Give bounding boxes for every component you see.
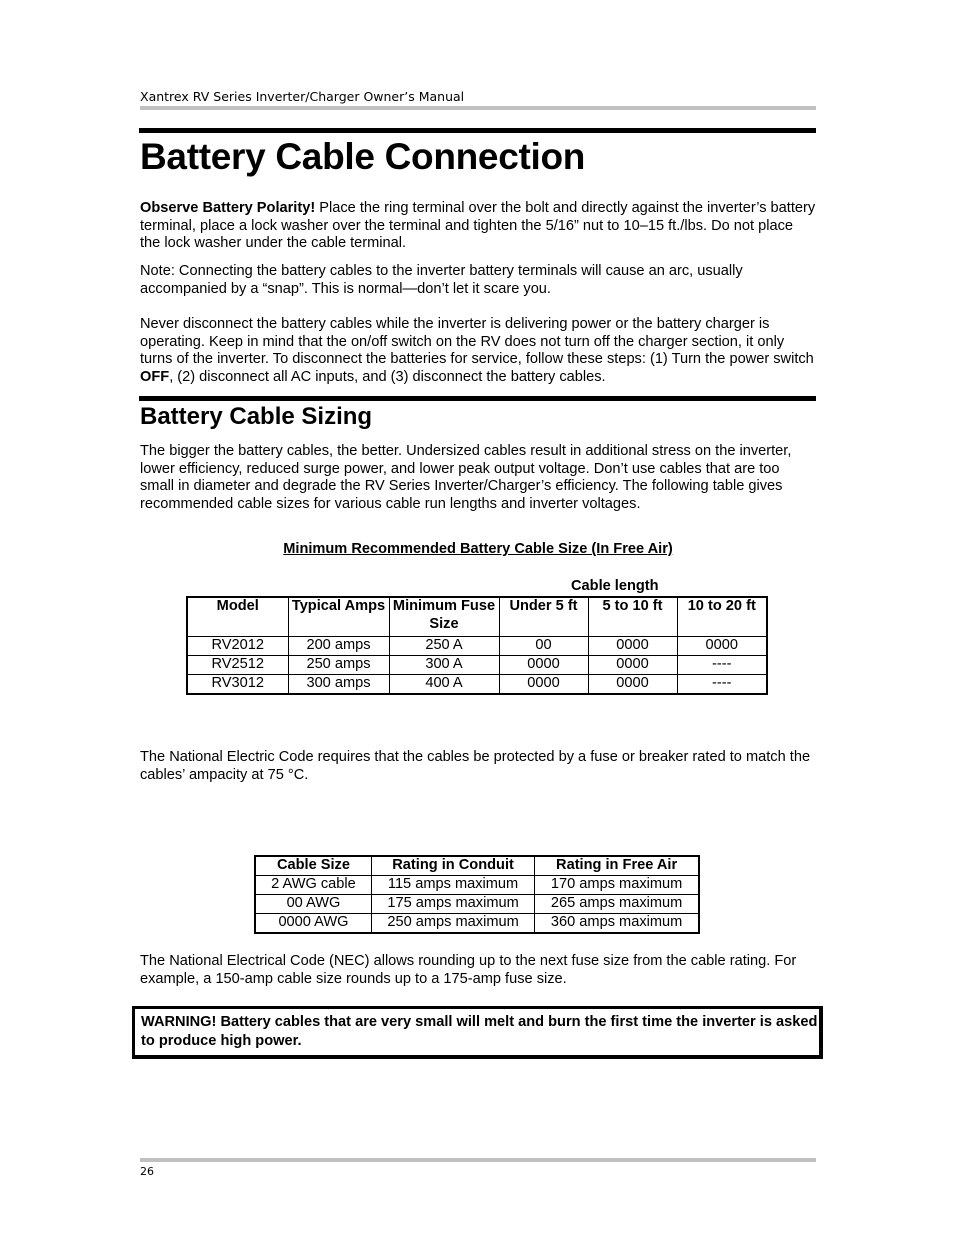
- column-header: Rating in Free Air: [535, 856, 699, 876]
- table-cell: 170 amps maximum: [535, 876, 699, 895]
- footer-rule: [140, 1158, 816, 1162]
- table-header-row: [187, 597, 767, 637]
- sizing-paragraph: The bigger the battery cables, the better. Undersized cables result in additional stress on the inverter, lower efficiency, reduced surge power, and lower peak output voltage. Don’t use cables that are too small in diameter and degrade the RV Series Inverter/Charger’s efficiency. The following table gives recommended cable sizes for various cable run lengths and inverter voltages.: [140, 443, 792, 513]
- column-header: Model: [187, 597, 288, 637]
- column-header: 10 to 20 ft: [677, 597, 767, 637]
- table-cell: 0000: [588, 675, 677, 695]
- page-number: 26: [140, 1165, 154, 1178]
- table-cell: 2 AWG cable: [255, 876, 371, 895]
- table-header-row: [255, 856, 699, 876]
- table-cell: 250 amps: [288, 656, 389, 675]
- table-cell: 200 amps: [288, 637, 389, 656]
- table-cell: 0000 AWG: [255, 914, 371, 934]
- table-row: [187, 656, 767, 675]
- intro-paragraph: [140, 200, 816, 253]
- column-header: Minimum Fuse Size: [389, 597, 499, 637]
- table-cell: 0000: [499, 656, 588, 675]
- page-title: Battery Cable Connection: [140, 136, 586, 177]
- note-paragraph: Note: Connecting the battery cables to the inverter battery terminals will cause an arc, usually accompanied by a “snap”. This is normal—don’t let it scare you.: [140, 263, 743, 297]
- table-caption: Minimum Recommended Battery Cable Size (In Free Air): [283, 541, 673, 557]
- table-cell: 115 amps maximum: [371, 876, 534, 895]
- running-header: Xantrex RV Series Inverter/Charger Owner’s Manual: [140, 89, 465, 104]
- table-cell: 0000: [588, 637, 677, 656]
- table-cell: 175 amps maximum: [371, 895, 534, 914]
- table-cell: 400 A: [389, 675, 499, 695]
- ampacity-table: [254, 855, 700, 934]
- disconnect-paragraph: [140, 316, 816, 387]
- intro-text: Place the ring terminal over the bolt and directly against the inverter’s battery terminal, place a lock washer over the terminal and tighten the 5/16” nut to 10–15 ft./lbs. Do not place the lock washer under the cable terminal.: [140, 200, 816, 252]
- table-cell: 265 amps maximum: [535, 895, 699, 914]
- column-header: Rating in Conduit: [371, 856, 534, 876]
- table-cell: 00 AWG: [255, 895, 371, 914]
- column-header: Under 5 ft: [499, 597, 588, 637]
- column-header: Cable Size: [255, 856, 371, 876]
- title-rule: [139, 128, 816, 133]
- table-row: [187, 675, 767, 695]
- table-row: [255, 914, 699, 934]
- rounding-paragraph: The National Electrical Code (NEC) allows rounding up to the next fuse size from the cable rating. For example, a 150-amp cable size rounds up to a 175-amp fuse size.: [140, 953, 797, 987]
- table-cell: 250 A: [389, 637, 499, 656]
- disconnect-text-1: Never disconnect the battery cables while the inverter is delivering power or the battery charger is operating. Keep in mind that the on/off switch on the RV does not turn off the charger section, it only turns of the inverter. To disconnect the batteries for service, follow these steps: (1) Turn the power switch: [140, 316, 814, 368]
- table-cell: 360 amps maximum: [535, 914, 699, 934]
- table-cell: 0000: [499, 675, 588, 695]
- table-row: [255, 895, 699, 914]
- nec-paragraph: The National Electric Code requires that the cables be protected by a fuse or breaker rated to match the cables’ ampacity at 75 °C.: [140, 749, 811, 783]
- table-cell: 300 amps: [288, 675, 389, 695]
- off-keyword: OFF: [140, 369, 170, 386]
- table-cell: RV2512: [187, 656, 288, 675]
- table-row: [255, 876, 699, 895]
- warning-box: WARNING! Battery cables that are very small will melt and burn the first time the inverter is asked to produce high power.: [132, 1006, 823, 1059]
- table-cell: ----: [677, 675, 767, 695]
- column-header: 5 to 10 ft: [588, 597, 677, 637]
- cable-size-table: [186, 596, 768, 695]
- header-rule: [140, 106, 816, 110]
- table-cell: 00: [499, 637, 588, 656]
- disconnect-text-2: , (2) disconnect all AC inputs, and (3) disconnect the battery cables.: [169, 369, 606, 386]
- table-cell: RV2012: [187, 637, 288, 656]
- cable-length-label: Cable length: [571, 578, 659, 594]
- table-cell: 250 amps maximum: [371, 914, 534, 934]
- polarity-warning-lead: Observe Battery Polarity!: [140, 200, 316, 216]
- table-cell: 0000: [677, 637, 767, 656]
- table-row: [187, 637, 767, 656]
- table-cell: 300 A: [389, 656, 499, 675]
- column-header: Typical Amps: [288, 597, 389, 637]
- table-cell: ----: [677, 656, 767, 675]
- section-rule: [139, 396, 816, 401]
- table-cell: RV3012: [187, 675, 288, 695]
- section-title: Battery Cable Sizing: [140, 403, 373, 430]
- table-cell: 0000: [588, 656, 677, 675]
